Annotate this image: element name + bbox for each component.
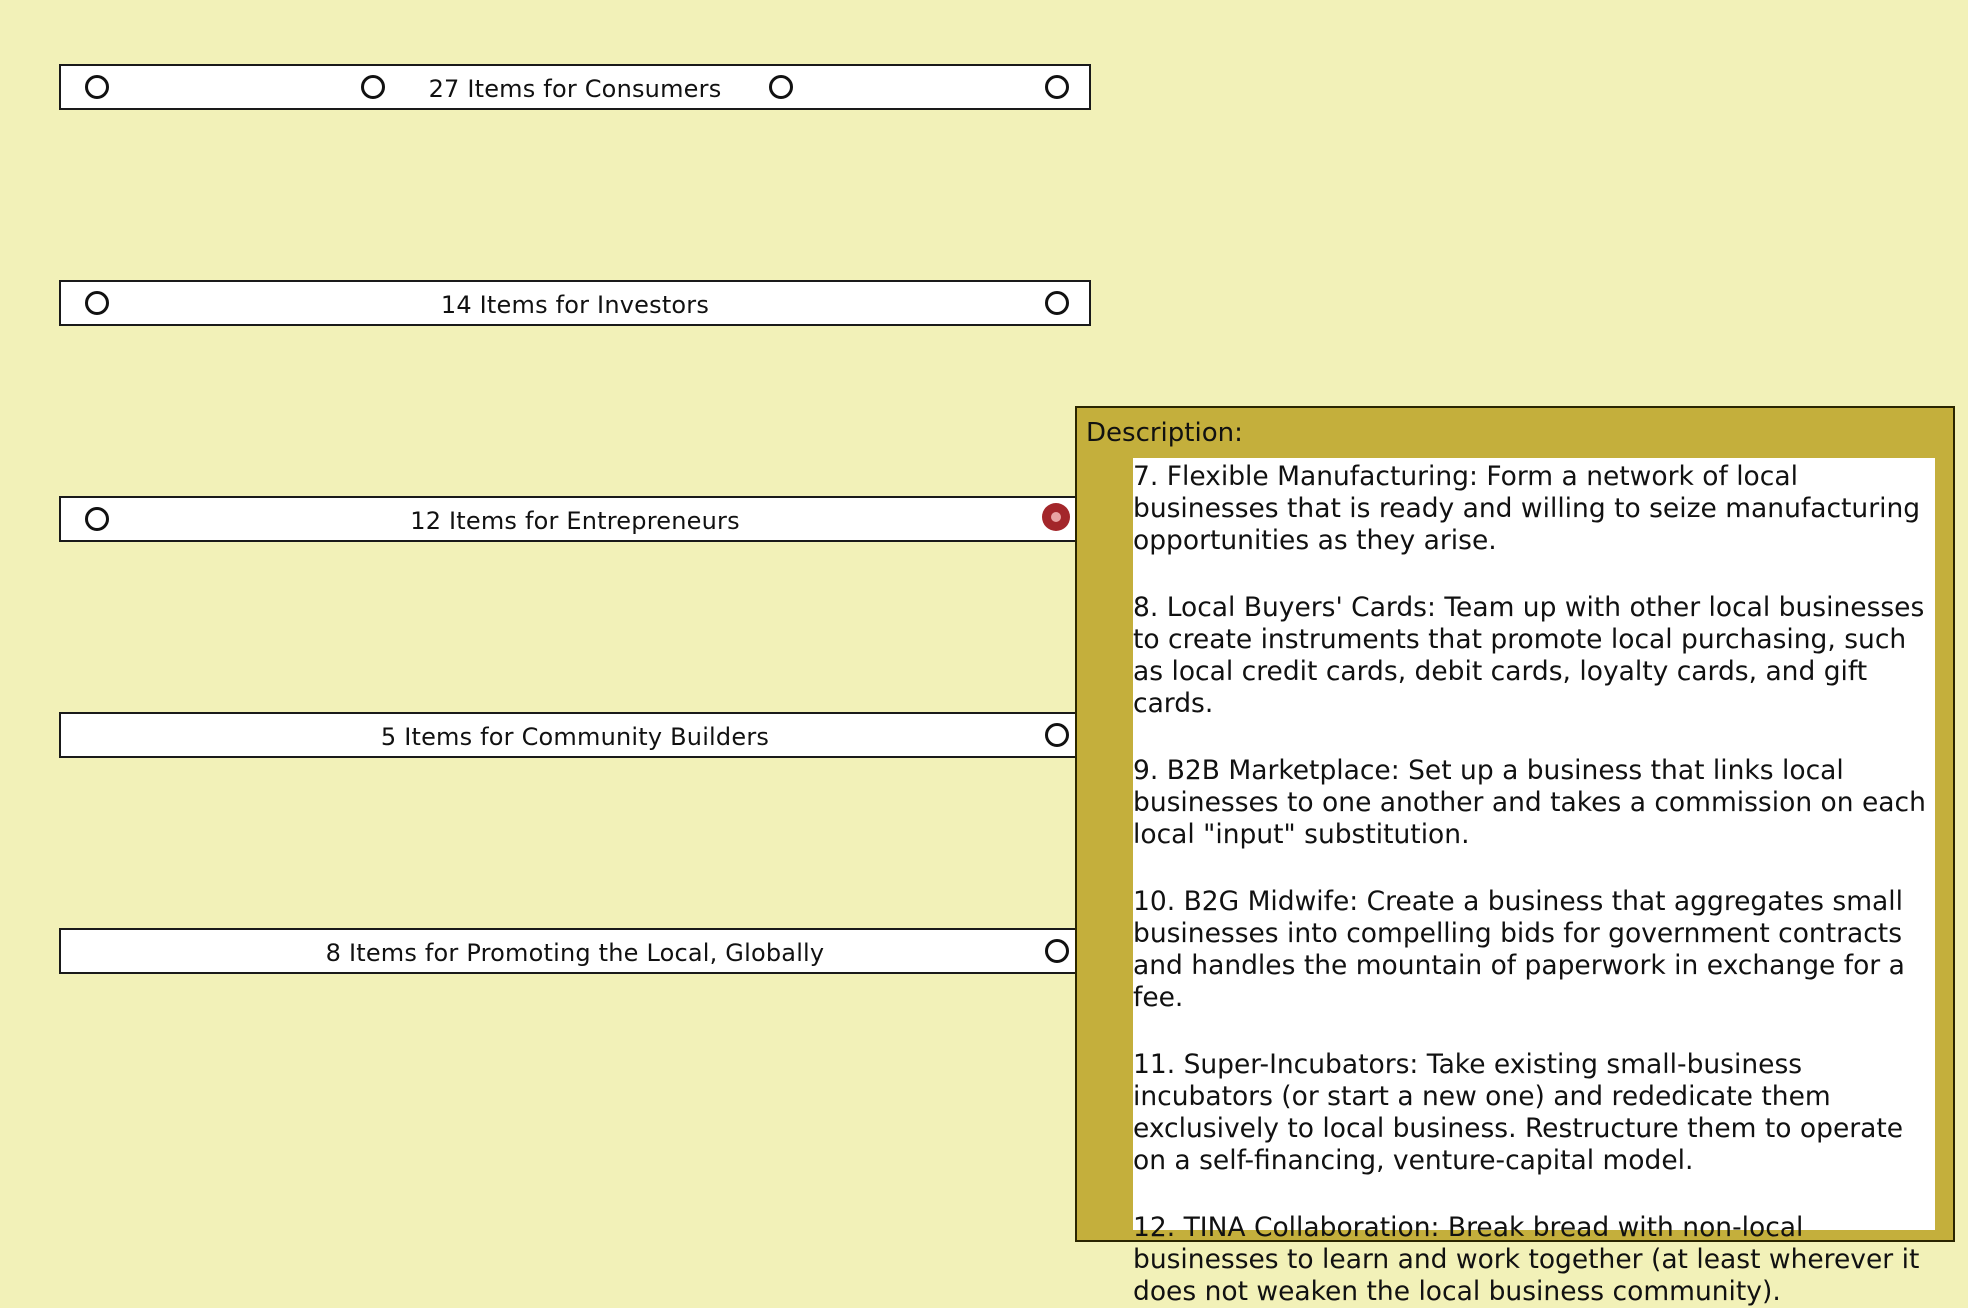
description-item: 10. B2G Midwife: Create a business that aggregates small businesses into compelling bids for government contracts and handles the mountain of paperwork in exchange for a fee. [1133,886,1905,1013]
category-bar-promoting-local[interactable] [59,928,1091,974]
category-label: 5 Items for Community Builders [380,723,770,751]
description-item: 9. B2B Marketplace: Set up a business that links local businesses to one another and takes a commission on each local "input" substitution. [1133,755,1926,850]
description-item: 8. Local Buyers' Cards: Team up with other local businesses to create instruments that promote local purchasing, such as local credit cards, debit cards, loyalty cards, and gift cards. [1133,592,1925,719]
description-item: 11. Super-Incubators: Take existing small-business incubators (or start a new one) and rededicate them exclusively to local business. Restructure them to operate on a self-financing, venture-capital model. [1133,1049,1904,1176]
category-bar-consumers[interactable] [59,64,1091,110]
category-bar-entrepreneurs[interactable] [59,496,1091,542]
description-body[interactable] [1133,458,1935,1307]
description-panel [1075,406,1955,1307]
category-label: 12 Items for Entrepreneurs [410,507,740,535]
description-item: 12. TINA Collaboration: Break bread with non-local businesses to learn and work together (at least wherever it does not weaken the local business community). [1133,1212,1920,1307]
description-title: Description: [1086,418,1243,448]
category-label: 27 Items for Consumers [428,75,722,103]
category-label: 14 Items for Investors [440,291,710,319]
category-bar-community-builders[interactable] [59,712,1091,758]
category-bar-investors[interactable] [59,280,1091,326]
category-label: 8 Items for Promoting the Local, Globally [325,939,825,967]
description-item: 7. Flexible Manufacturing: Form a network of local businesses that is ready and willing to seize manufacturing opportunities as they arise. [1133,461,1921,556]
